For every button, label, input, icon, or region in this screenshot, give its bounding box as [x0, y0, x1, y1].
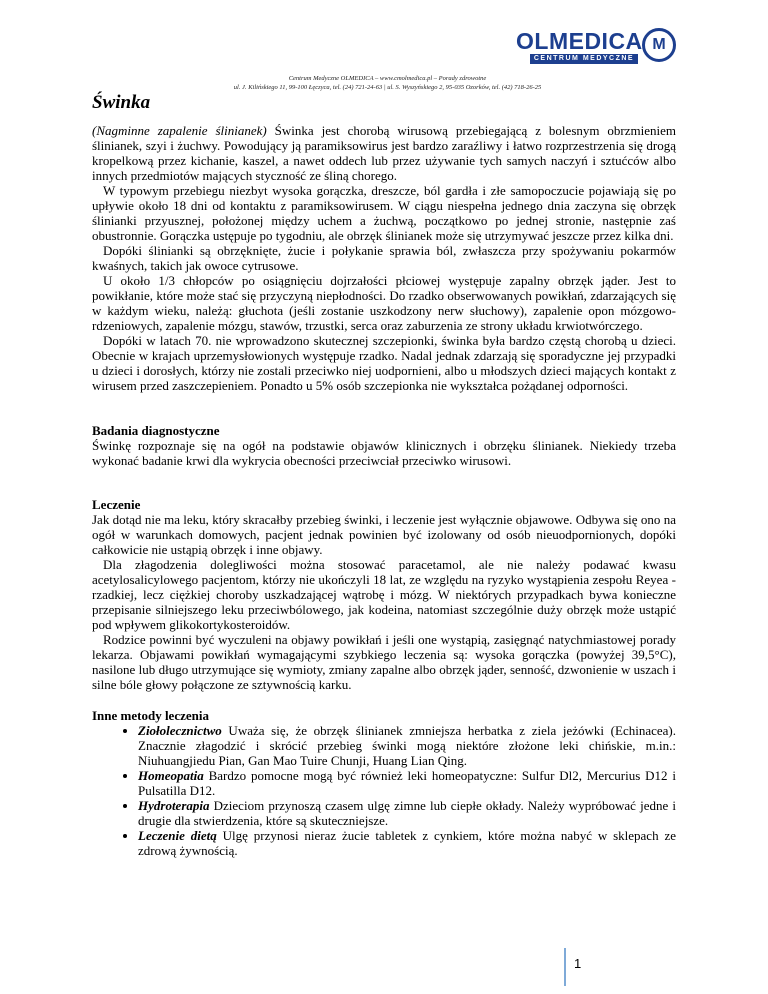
list-item — [138, 798, 676, 828]
page-number: 1 — [574, 956, 582, 971]
logo-mark-icon: M — [642, 28, 676, 62]
list-item-text: Uważa się, że obrzęk ślinianek zmniejsza herbatka z ziela jeżówki (Echinacea). Znacznie złagodzić i skrócić przebieg świnki mogą niektóre złożone leki chińskie, m.in.: Niuhuangjiedu Pian, Gan Mao Tuire Chunji, Huang Lian Qing. — [138, 723, 676, 768]
list-item-text: Bardzo pomocne mogą być również leki homeopatyczne: Sulfur Dl2, Mercurius D12 i Pulsatilla D12. — [138, 768, 676, 798]
article-body — [92, 123, 676, 858]
header-line-2: ul. J. Kilińskiego 11, 99-100 Łęczyca, tel. (24) 721-24-63 | ul. S. Wyszyńskiego 2, 95-035 Ozorków, tel. (42) 718-26-25 — [233, 84, 542, 91]
intro-paragraph-1 — [92, 123, 676, 183]
treatment-paragraph-2: Dla złagodzenia dolegliwości można stosować paracetamol, ale nie należy podawać kwasu acetylosalicylowego pacjentom, którzy nie ukończyli 18 lat, ze względu na ryzyko wystąpienia zespołu Reyea - rzadkiej, lecz ciężkiej choroby uszkadzającej wątrobę i mózg. W niektórych przypadkach bywa konieczne przepisanie silniejszego leku przeciwbólowego, jak kodeina, natomiast szczególnie duży obrzęk może ustąpić pod wpływem glikokortykosteroidów. — [92, 557, 676, 632]
logo-subtitle: CENTRUM MEDYCZNE — [530, 54, 638, 64]
intro-paragraph-5: Dopóki w latach 70. nie wprowadzono skutecznej szczepionki, świnka była bardzo częstą chorobą u dzieci. Obecnie w krajach uprzemysłowionych występuje rzadko. Nadal jednak zdarzają się sporadyczne jej przypadki u dzieci i dorosłych, którzy nie zostali przeciwko niej uodpornieni, albo u młodszych dzieci mających kontakt z wirusem przed zaszczepieniem. Ponadto u 5% osób szczepionka nie wykształca pożądanej odporności. — [92, 333, 676, 393]
list-item — [138, 768, 676, 798]
intro-paragraph-3: Dopóki ślinianki są obrzęknięte, żucie i połykanie sprawia ból, zwłaszcza przy spożywaniu pokarmów kwaśnych, takich jak owoce cytrusowe. — [92, 243, 676, 273]
list-item — [138, 828, 676, 858]
page-title: Świnka — [92, 92, 151, 113]
list-item-text: Ulgę przynosi nieraz żucie tabletek z cynkiem, które można nabyć w sklepach ze zdrową żywnością. — [138, 828, 676, 858]
list-item-term: Homeopatia — [138, 768, 204, 783]
list-item-term: Leczenie dietą — [138, 828, 217, 843]
intro-lead: (Nagminne zapalenie ślinianek) — [92, 123, 267, 138]
list-item-text: Dzieciom przynoszą czasem ulgę zimne lub ciepłe okłady. Należy wypróbować jedne i drugie dla stwierdzenia, które są skuteczniejsze. — [138, 798, 676, 828]
intro-text-1: Świnka jest chorobą wirusową przebiegającą z bolesnym obrzmieniem ślinianek, szyi i żuchwy. Powodujący ją paramiksowirus jest bardzo zaraźliwy i łatwo rozprzestrzenia się drogą kropelkową przez kichanie, kaszel, a nawet oddech lub przez używanie tych samych naczyń i sztućców albo innych przedmiotów mających styczność ze śliną chorego. — [92, 123, 677, 183]
diagnostics-paragraph: Świnkę rozpoznaje się na ogół na podstawie objawów klinicznych i obrzęku ślinianek. Niekiedy trzeba wykonać badanie krwi dla wykrycia obecności przeciwciał przeciwko wirusowi. — [92, 438, 676, 468]
treatment-heading: Leczenie — [92, 497, 141, 512]
treatment-paragraph-1: Jak dotąd nie ma leku, który skracałby przebieg świnki, i leczenie jest wyłącznie objawowe. Odbywa się ono na ogół w warunkach domowych, pacjent jednak powinien być izolowany od osób nieuodpornionych, dopóki całkowicie nie ustąpią obrzęk i inne objawy. — [92, 512, 676, 557]
header-line-1: Centrum Medyczne OLMEDICA – www.cmolmedica.pl – Porady zdrowotne — [288, 75, 487, 82]
other-methods-heading: Inne metody leczenia — [92, 708, 209, 723]
treatment-paragraph-3: Rodzice powinni być wyczuleni na objawy powikłań i jeśli one wystąpią, zasięgnąć natychmiastowej porady lekarza. Objawami powikłań wymagającymi szybkiego leczenia są: wysoka gorączka (powyżej 39,5°C), nasilone lub długo utrzymujące się wymioty, zmiany zapalne albo obrzęk jąder, senność, dzwonienie w uszach i silne bóle głowy połączone ze sztywnością karku. — [92, 632, 676, 692]
diagnostics-heading: Badania diagnostyczne — [92, 423, 220, 438]
other-methods-list — [92, 723, 676, 858]
logo-name: OLMEDICA — [516, 28, 643, 54]
list-item-term: Ziołolecznictwo — [138, 723, 222, 738]
olmedica-logo — [516, 27, 676, 67]
intro-paragraph-4: U około 1/3 chłopców po osiągnięciu dojrzałości płciowej występuje zapalny obrzęk jąder. Jest to powikłanie, które może stać się przyczyną niepłodności. Do rzadko obserwowanych powikłań, zdarzających się w każdym wieku, należą: głuchota (jeśli zostanie uszkodzony nerw słuchowy), zapalenie opon mózgowo-rdzeniowych, zapalenie mózgu, stawów, trzustki, serca oraz zaburzenia ze strony układu krwiotwórczego. — [92, 273, 676, 333]
list-item-term: Hydroterapia — [138, 798, 210, 813]
intro-paragraph-2: W typowym przebiegu niezbyt wysoka gorączka, dreszcze, ból gardła i złe samopoczucie pojawiają się po upływie około 18 dni od kontaktu z paramiksowirusem. W ciągu niespełna jednego dnia zaczyna się obrzęk ślinianki przyusznej, położonej między uchem a żuchwą, początkowo po jednej stronie, następnie zaś obustronnie. Gorączka ustępuje po tygodniu, ale obrzęk ślinianek może się utrzymywać jeszcze przez kilka dni. — [92, 183, 676, 243]
list-item — [138, 723, 676, 768]
page-number-rule — [564, 948, 566, 986]
